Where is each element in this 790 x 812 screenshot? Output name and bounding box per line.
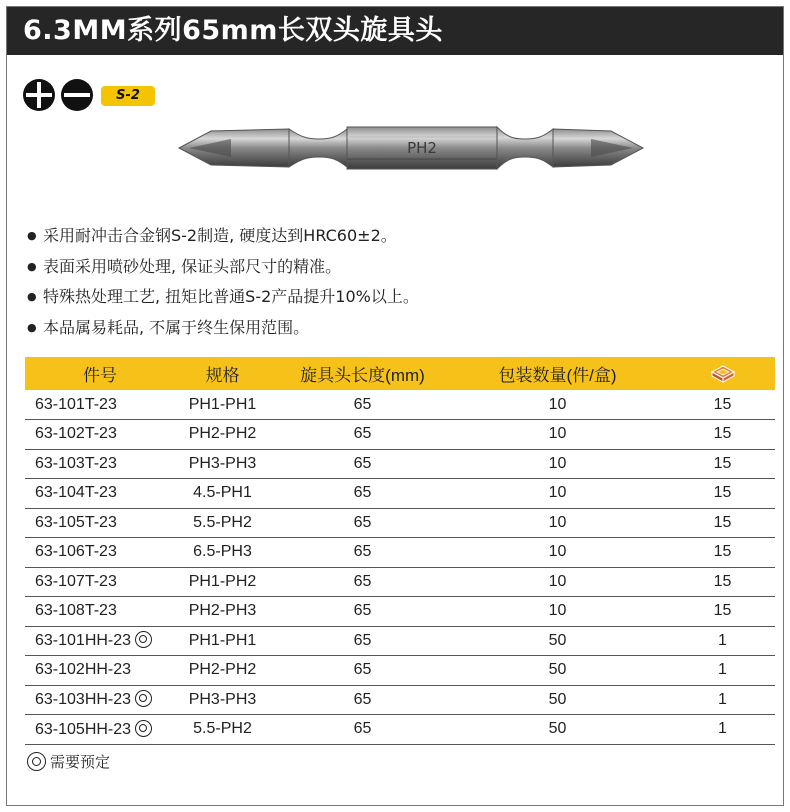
cell-part-number [25, 479, 165, 509]
table-row [25, 390, 775, 420]
footnote-text: 需要预定 [50, 753, 111, 771]
feature-item: ● 表面采用喷砂处理, 保证头部尺寸的精准。 [27, 252, 767, 283]
table-row [25, 508, 775, 538]
cell-box-qty-text: 15 [713, 543, 732, 561]
cell-part-number [25, 449, 165, 479]
cell-spec-text: 4.5-PH1 [193, 484, 252, 502]
cell-box-qty [670, 715, 775, 745]
cell-part-number [25, 626, 165, 656]
cell-spec-text: PH1-PH1 [188, 395, 257, 413]
cell-part-number [25, 656, 165, 686]
cell-length [280, 449, 445, 479]
cell-length-text: 65 [353, 602, 372, 620]
cell-part-number-text: 63-102T-23 [35, 425, 117, 443]
cell-pack-qty-text: 10 [548, 425, 567, 443]
product-sheet [6, 6, 784, 806]
cell-box-qty-text: 1 [718, 720, 727, 738]
cell-length [280, 508, 445, 538]
cell-length [280, 479, 445, 509]
page-title: 6.3MM系列65mm长双头旋具头 [23, 15, 443, 46]
cell-length-text: 65 [353, 484, 372, 502]
cell-spec-text: PH1-PH1 [188, 631, 257, 649]
cell-length [280, 685, 445, 715]
feature-item: ● 采用耐冲击合金钢S-2制造, 硬度达到HRC60±2。 [27, 221, 767, 252]
cell-part-number [25, 685, 165, 715]
feature-item: ● 本品属易耗品, 不属于终生保用范围。 [27, 313, 767, 344]
cell-spec [165, 597, 280, 627]
cell-spec-text: PH2-PH2 [188, 425, 257, 443]
footnote [27, 751, 110, 773]
cell-pack-qty [445, 597, 670, 627]
cell-pack-qty [445, 390, 670, 420]
cell-box-qty-text: 15 [713, 454, 732, 472]
cell-pack-qty [445, 715, 670, 745]
cell-box-qty-text: 15 [713, 484, 732, 502]
cell-length-text: 65 [353, 395, 372, 413]
cell-part-number [25, 390, 165, 420]
cell-pack-qty-text: 10 [548, 513, 567, 531]
cell-length [280, 390, 445, 420]
preorder-mark-icon [135, 690, 152, 707]
cell-part-number-text: 63-107T-23 [35, 572, 117, 590]
cell-part-number-text: 63-106T-23 [35, 543, 117, 561]
cell-length-text: 65 [353, 690, 372, 708]
cell-pack-qty-text: 10 [548, 395, 567, 413]
cell-length-text: 65 [353, 454, 372, 472]
cell-spec [165, 685, 280, 715]
cell-spec [165, 449, 280, 479]
cell-part-number-text: 63-101HH-23 [35, 632, 132, 650]
preorder-mark-icon [135, 720, 152, 737]
table-row [25, 685, 775, 715]
cell-length-text: 65 [353, 661, 372, 679]
cell-pack-qty-text: 10 [548, 572, 567, 590]
box-icon [709, 363, 737, 385]
cell-box-qty [670, 567, 775, 597]
cell-part-number-text: 63-108T-23 [35, 602, 117, 620]
double-ended-bit-image [171, 115, 651, 181]
column-header-box-qty [670, 357, 775, 390]
cell-spec [165, 420, 280, 450]
cell-box-qty [670, 538, 775, 568]
cell-length [280, 626, 445, 656]
cell-part-number [25, 715, 165, 745]
cell-length-text: 65 [353, 720, 372, 738]
cell-part-number-text: 63-105T-23 [35, 513, 117, 531]
cell-box-qty [670, 390, 775, 420]
cell-pack-qty-text: 50 [548, 661, 567, 679]
cell-part-number-text: 63-103HH-23 [35, 691, 132, 709]
cell-pack-qty [445, 567, 670, 597]
cell-length [280, 538, 445, 568]
cell-pack-qty [445, 626, 670, 656]
cell-pack-qty [445, 656, 670, 686]
column-header-part-number: 件号 [25, 357, 165, 390]
cell-length-text: 65 [353, 631, 372, 649]
cell-spec-text: 5.5-PH2 [193, 513, 252, 531]
cell-box-qty-text: 15 [713, 425, 732, 443]
bit-engraving: PH2 [407, 139, 437, 157]
feature-item: ● 特殊热处理工艺, 扭矩比普通S-2产品提升10%以上。 [27, 282, 767, 313]
cell-box-qty [670, 597, 775, 627]
column-header-length: 旋具头长度(mm) [280, 357, 445, 390]
feature-list [27, 221, 767, 343]
cell-pack-qty-text: 10 [548, 454, 567, 472]
cell-box-qty-text: 1 [718, 631, 727, 649]
table-row [25, 715, 775, 745]
cell-length [280, 420, 445, 450]
cell-length-text: 65 [353, 572, 372, 590]
table-row [25, 420, 775, 450]
cell-part-number [25, 420, 165, 450]
slotted-icon [61, 79, 93, 111]
cell-box-qty [670, 420, 775, 450]
spec-table [25, 357, 775, 745]
cell-pack-qty [445, 420, 670, 450]
cell-pack-qty [445, 508, 670, 538]
table-header-row [25, 357, 775, 390]
cell-part-number [25, 597, 165, 627]
phillips-icon [23, 79, 55, 111]
cell-box-qty [670, 626, 775, 656]
preorder-mark-icon [27, 752, 46, 771]
cell-spec-text: PH2-PH3 [188, 602, 257, 620]
table-row [25, 626, 775, 656]
table-row [25, 479, 775, 509]
cell-pack-qty-text: 10 [548, 484, 567, 502]
cell-spec [165, 538, 280, 568]
cell-pack-qty-text: 50 [548, 690, 567, 708]
cell-spec [165, 626, 280, 656]
cell-box-qty [670, 685, 775, 715]
cell-part-number-text: 63-103T-23 [35, 454, 117, 472]
cell-spec-text: PH3-PH3 [188, 454, 257, 472]
cell-box-qty-text: 15 [713, 572, 732, 590]
material-badge: S-2 [101, 86, 155, 106]
cell-box-qty [670, 656, 775, 686]
cell-part-number-text: 63-102HH-23 [35, 661, 132, 679]
title-bar [7, 7, 783, 55]
cell-spec [165, 390, 280, 420]
cell-length-text: 65 [353, 513, 372, 531]
cell-spec-text: PH3-PH3 [188, 690, 257, 708]
cell-spec [165, 656, 280, 686]
cell-pack-qty-text: 50 [548, 631, 567, 649]
cell-length [280, 597, 445, 627]
cell-part-number [25, 508, 165, 538]
cell-spec [165, 508, 280, 538]
cell-length [280, 656, 445, 686]
cell-part-number-text: 63-105HH-23 [35, 720, 132, 738]
cell-pack-qty [445, 449, 670, 479]
cell-pack-qty-text: 10 [548, 602, 567, 620]
cell-pack-qty [445, 538, 670, 568]
cell-box-qty [670, 479, 775, 509]
table-row [25, 538, 775, 568]
cell-spec-text: 6.5-PH3 [193, 543, 252, 561]
cell-box-qty-text: 1 [718, 661, 727, 679]
cell-spec-text: 5.5-PH2 [193, 720, 252, 738]
cell-spec [165, 567, 280, 597]
cell-pack-qty-text: 50 [548, 720, 567, 738]
cell-spec [165, 715, 280, 745]
cell-pack-qty-text: 10 [548, 543, 567, 561]
cell-part-number [25, 538, 165, 568]
cell-spec-text: PH2-PH2 [188, 661, 257, 679]
cell-box-qty-text: 15 [713, 395, 732, 413]
column-header-spec: 规格 [165, 357, 280, 390]
cell-length-text: 65 [353, 425, 372, 443]
cell-pack-qty [445, 479, 670, 509]
cell-length-text: 65 [353, 543, 372, 561]
cell-length [280, 567, 445, 597]
cell-box-qty-text: 15 [713, 602, 732, 620]
column-header-pack-qty: 包装数量(件/盒) [445, 357, 670, 390]
preorder-mark-icon [135, 631, 152, 648]
cell-box-qty-text: 15 [713, 513, 732, 531]
cell-spec-text: PH1-PH2 [188, 572, 257, 590]
cell-box-qty-text: 1 [718, 690, 727, 708]
cell-pack-qty [445, 685, 670, 715]
table-row [25, 656, 775, 686]
table-row [25, 449, 775, 479]
cell-box-qty [670, 449, 775, 479]
cell-part-number-text: 63-101T-23 [35, 395, 117, 413]
cell-box-qty [670, 508, 775, 538]
cell-spec [165, 479, 280, 509]
cell-part-number-text: 63-104T-23 [35, 484, 117, 502]
cell-part-number [25, 567, 165, 597]
cell-length [280, 715, 445, 745]
table-row [25, 597, 775, 627]
table-row [25, 567, 775, 597]
